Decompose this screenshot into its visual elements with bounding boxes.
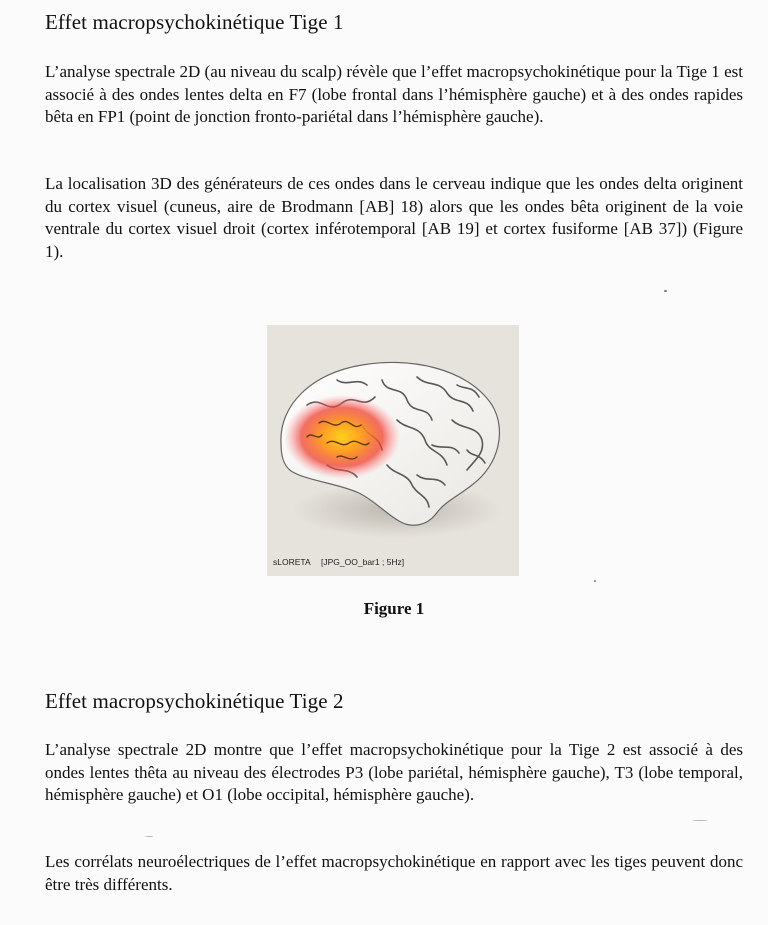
- section-2-paragraph-1: L’analyse spectrale 2D montre que l’effet macropsychokinétique pour la Tige 2 est associé à des ondes lentes thêta au niveau des électrodes P3 (lobe pariétal, hémisphère gauche), T3 (lobe temporal, hémisphère gauche) et O1 (lobe occipital, hémisphère gauche).: [45, 740, 743, 804]
- brain-image: [267, 325, 519, 576]
- scan-speck: [594, 580, 596, 582]
- section-2-paragraph-2: Les corrélats neuroélectriques de l’effet macropsychokinétique en rapport avec les tiges peuvent donc être très différents.: [45, 852, 743, 894]
- file-label: [JPG_OO_bar1 ; 5Hz]: [321, 557, 405, 567]
- scan-speck: [692, 820, 708, 821]
- method-label: sLORETA: [273, 557, 311, 567]
- section-1-paragraph-1: L’analyse spectrale 2D (au niveau du scalp) révèle que l’effet macropsychokinétique pour la Tige 1 est associé à des ondes lentes delta en F7 (lobe frontal dans l’hémisphère gauche) et à des ondes rapides bêta en FP1 (point de jonction fronto-pariétal dans l’hémisphère gauche).: [45, 62, 743, 126]
- section-2-title: Effet macropsychokinétique Tige 2: [45, 689, 344, 713]
- section-1-paragraph-2: La localisation 3D des générateurs de ces ondes dans le cerveau indique que les ondes delta originent du cortex visuel (cuneus, aire de Brodmann [AB] 18) alors que les ondes bêta originent de la voie ventrale du cortex visuel droit (cortex inférotemporal [AB 19] et cortex fusiforme [AB 37]) (Figure 1).: [45, 174, 743, 261]
- activation-heatmap: [284, 395, 400, 479]
- scan-speck: [145, 836, 153, 837]
- figure-caption: Figure 1: [363, 599, 425, 618]
- section-1-title: Effet macropsychokinétique Tige 1: [45, 10, 344, 34]
- figure-image-caption: [273, 557, 412, 567]
- brain-sloreta-figure: [267, 325, 519, 576]
- scan-speck: [664, 290, 667, 292]
